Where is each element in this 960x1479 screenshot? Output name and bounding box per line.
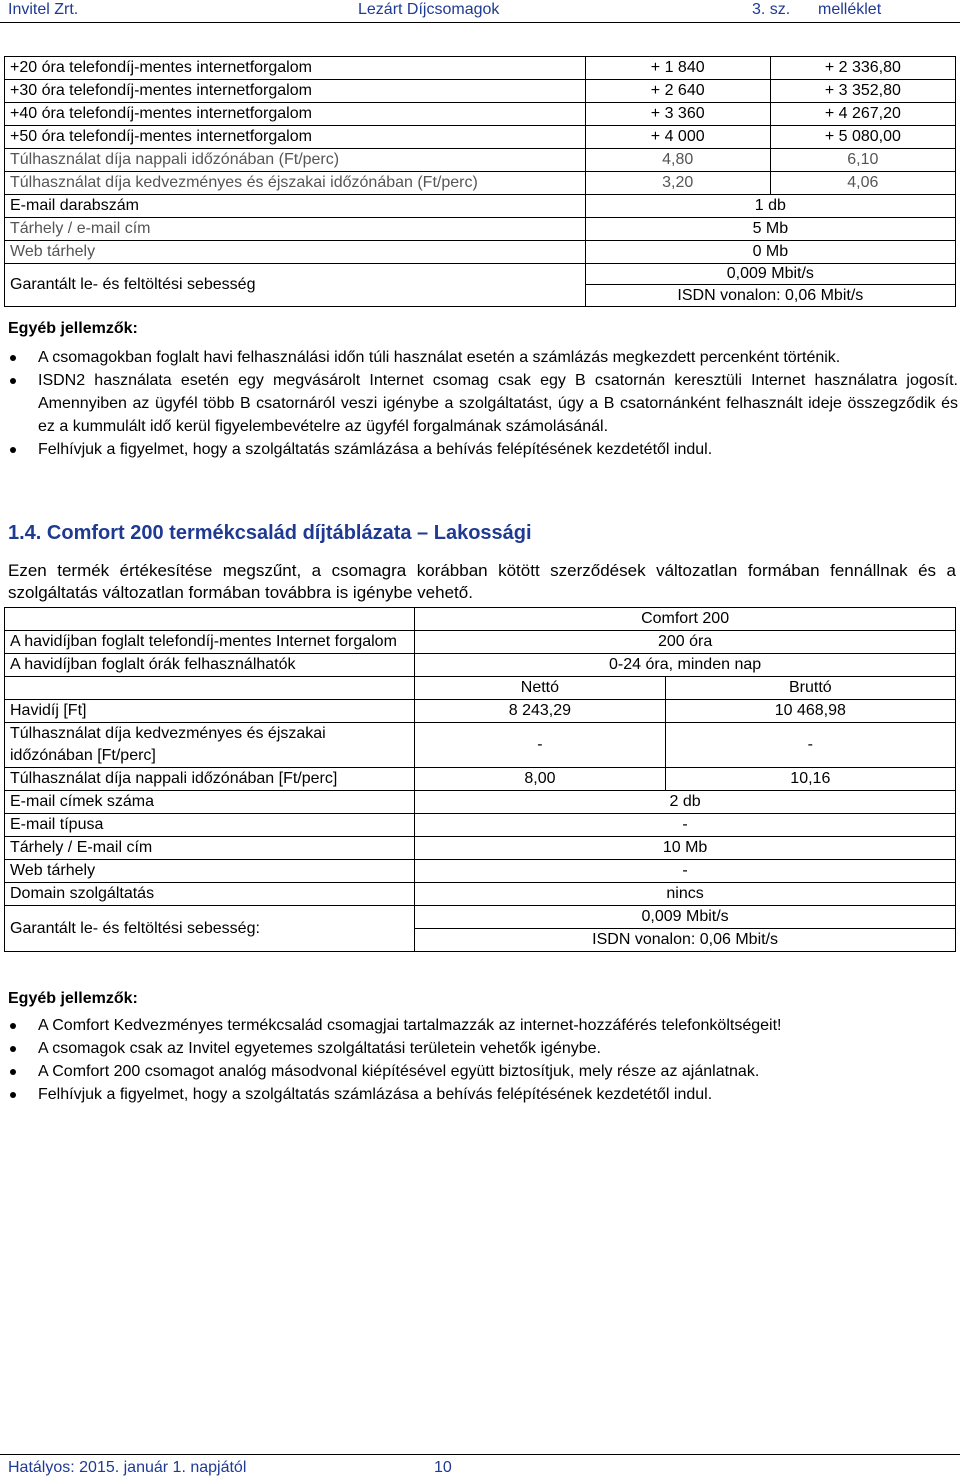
- net-value: 8,00: [415, 768, 665, 791]
- row-label: Garantált le- és feltöltési sebesség:: [5, 906, 415, 952]
- features-title-1: Egyéb jellemzők:: [8, 320, 138, 337]
- gross-value: + 2 336,80: [770, 57, 955, 80]
- row-label: +40 óra telefondíj-mentes internetforgalom: [5, 103, 586, 126]
- document-title: Lezárt Díjcsomagok: [358, 1, 500, 18]
- row-label: +20 óra telefondíj-mentes internetforgalom: [5, 57, 586, 80]
- column-header-net: Nettó: [415, 677, 665, 700]
- table-row: [5, 883, 956, 906]
- speed-value-isdn: ISDN vonalon: 0,06 Mbit/s: [586, 284, 955, 306]
- product-name: Comfort 200: [415, 608, 956, 631]
- row-value: 0-24 óra, minden nap: [415, 654, 956, 677]
- list-item: A Comfort Kedvezményes termékcsalád csomagjai tartalmazzák az internet-hozzáférés telefonköltségeit!: [8, 1014, 958, 1037]
- list-item: A csomagokban foglalt havi felhasználási időn túli használat esetén a számlázás megkezdett percenként történik.: [8, 346, 958, 369]
- row-value: 200 óra: [415, 631, 956, 654]
- speed-values: [415, 906, 956, 952]
- row-label: +50 óra telefondíj-mentes internetforgalom: [5, 126, 586, 149]
- row-label: A havidíjban foglalt órák felhasználhatók: [5, 654, 415, 677]
- row-label: Domain szolgáltatás: [5, 883, 415, 906]
- row-value: 1 db: [585, 195, 955, 218]
- speed-value: 0,009 Mbit/s: [641, 908, 729, 925]
- row-value: 5 Mb: [585, 218, 955, 241]
- net-value: + 1 840: [585, 57, 770, 80]
- features-list-1: [8, 346, 958, 461]
- net-value: 4,80: [585, 149, 770, 172]
- row-value: 0 Mb: [585, 241, 955, 264]
- gross-value: + 5 080,00: [770, 126, 955, 149]
- row-label: Havidíj [Ft]: [5, 700, 415, 723]
- row-label: Túlhasználat díja nappali időzónában [Ft/perc]: [5, 768, 415, 791]
- effective-date: Hatályos: 2015. január 1. napjától: [8, 1459, 247, 1476]
- list-item: A csomagok csak az Invitel egyetemes szolgáltatási területein vehetők igénybe.: [8, 1037, 958, 1060]
- table-row: [5, 631, 956, 654]
- row-value: 2 db: [415, 791, 956, 814]
- row-value: 10 Mb: [415, 837, 956, 860]
- table-row: [5, 791, 956, 814]
- table-row: [5, 149, 956, 172]
- page-header: [0, 0, 960, 23]
- table-row: [5, 860, 956, 883]
- table-row: [5, 608, 956, 631]
- row-label: Túlhasználat díja nappali időzónában (Ft/perc): [5, 149, 586, 172]
- list-item: ISDN2 használata esetén egy megvásárolt Internet csomag csak egy B csatornán keresztüli Internet használatra jogosít. Amennyiben az ügyfél több B csatornáról veszi igénybe a szolgáltatást, úgy a B csatornánként felhasznált ideje összegződik és ez a kummulált idő kerül figyelembevételre az ügyfél forgalmának számolásánál.: [8, 369, 958, 438]
- table-row: [5, 677, 956, 700]
- net-value: 8 243,29: [415, 700, 665, 723]
- row-label: Web tárhely: [5, 241, 586, 264]
- gross-value: 10 468,98: [665, 700, 955, 723]
- empty-cell: [5, 608, 415, 631]
- table-row: [5, 172, 956, 195]
- table-row: [5, 654, 956, 677]
- table-row: [5, 241, 956, 264]
- gross-value: + 3 352,80: [770, 80, 955, 103]
- gross-value: + 4 267,20: [770, 103, 955, 126]
- table-row: [5, 80, 956, 103]
- net-value: 3,20: [585, 172, 770, 195]
- row-label: Tárhely / e-mail cím: [5, 218, 586, 241]
- row-value: -: [415, 860, 956, 883]
- table-row: [5, 218, 956, 241]
- net-value: + 3 360: [585, 103, 770, 126]
- gross-value: -: [665, 723, 955, 768]
- table-row: [5, 57, 956, 80]
- row-label: E-mail darabszám: [5, 195, 586, 218]
- page-number: 10: [434, 1459, 452, 1476]
- empty-cell: [5, 677, 415, 700]
- row-label: Garantált le- és feltöltési sebesség: [5, 264, 586, 307]
- row-label: Tárhely / E-mail cím: [5, 837, 415, 860]
- row-label: E-mail címek száma: [5, 791, 415, 814]
- annex-number: 3. sz.: [752, 1, 791, 18]
- list-item: Felhívjuk a figyelmet, hogy a szolgáltatás számlázása a behívás felépítésének kezdetétől indul.: [8, 1083, 958, 1106]
- list-item: Felhívjuk a figyelmet, hogy a szolgáltatás számlázása a behívás felépítésének kezdetétől indul.: [8, 438, 958, 461]
- table-row: [5, 837, 956, 860]
- footer-divider: [0, 1454, 960, 1455]
- features-list-2: [8, 1014, 958, 1106]
- row-value: -: [415, 814, 956, 837]
- comfort-200-table: [4, 607, 956, 952]
- table-row: [5, 103, 956, 126]
- company-name: Invitel Zrt.: [8, 1, 79, 18]
- internet-package-table: [4, 56, 956, 307]
- table-row: [5, 195, 956, 218]
- table-row: [5, 906, 956, 952]
- table-row: [5, 126, 956, 149]
- net-value: + 2 640: [585, 80, 770, 103]
- table-row: [5, 768, 956, 791]
- table-row: [5, 814, 956, 837]
- table-row: [5, 264, 956, 307]
- row-label: +30 óra telefondíj-mentes internetforgalom: [5, 80, 586, 103]
- gross-value: 6,10: [770, 149, 955, 172]
- net-value: -: [415, 723, 665, 768]
- row-label: Túlhasználat díja kedvezményes és éjszakai időzónában [Ft/perc]: [5, 723, 415, 768]
- speed-value: 0,009 Mbit/s: [726, 265, 814, 282]
- annex-word: melléklet: [818, 1, 882, 18]
- gross-value: 4,06: [770, 172, 955, 195]
- speed-values: [585, 264, 955, 307]
- column-header-gross: Bruttó: [665, 677, 955, 700]
- section-heading: 1.4. Comfort 200 termékcsalád díjtáblázata – Lakossági: [8, 522, 532, 544]
- gross-value: 10,16: [665, 768, 955, 791]
- row-value: nincs: [415, 883, 956, 906]
- net-value: + 4 000: [585, 126, 770, 149]
- row-label: Túlhasználat díja kedvezményes és éjszakai időzónában (Ft/perc): [5, 172, 586, 195]
- row-label: Web tárhely: [5, 860, 415, 883]
- speed-value-isdn: ISDN vonalon: 0,06 Mbit/s: [415, 928, 955, 951]
- list-item: A Comfort 200 csomagot analóg másodvonal kiépítésével együtt biztosítjuk, mely része az ajánlatnak.: [8, 1060, 958, 1083]
- section-intro: Ezen termék értékesítése megszűnt, a csomagra korábban kötött szerződések változatlan formában fennállnak és a szolgáltatás változatlan formában továbbra is igénybe vehető.: [8, 561, 956, 602]
- table-row: [5, 700, 956, 723]
- features-title-2: Egyéb jellemzők:: [8, 990, 138, 1007]
- row-label: A havidíjban foglalt telefondíj-mentes Internet forgalom: [5, 631, 415, 654]
- row-label: E-mail típusa: [5, 814, 415, 837]
- table-row: [5, 723, 956, 768]
